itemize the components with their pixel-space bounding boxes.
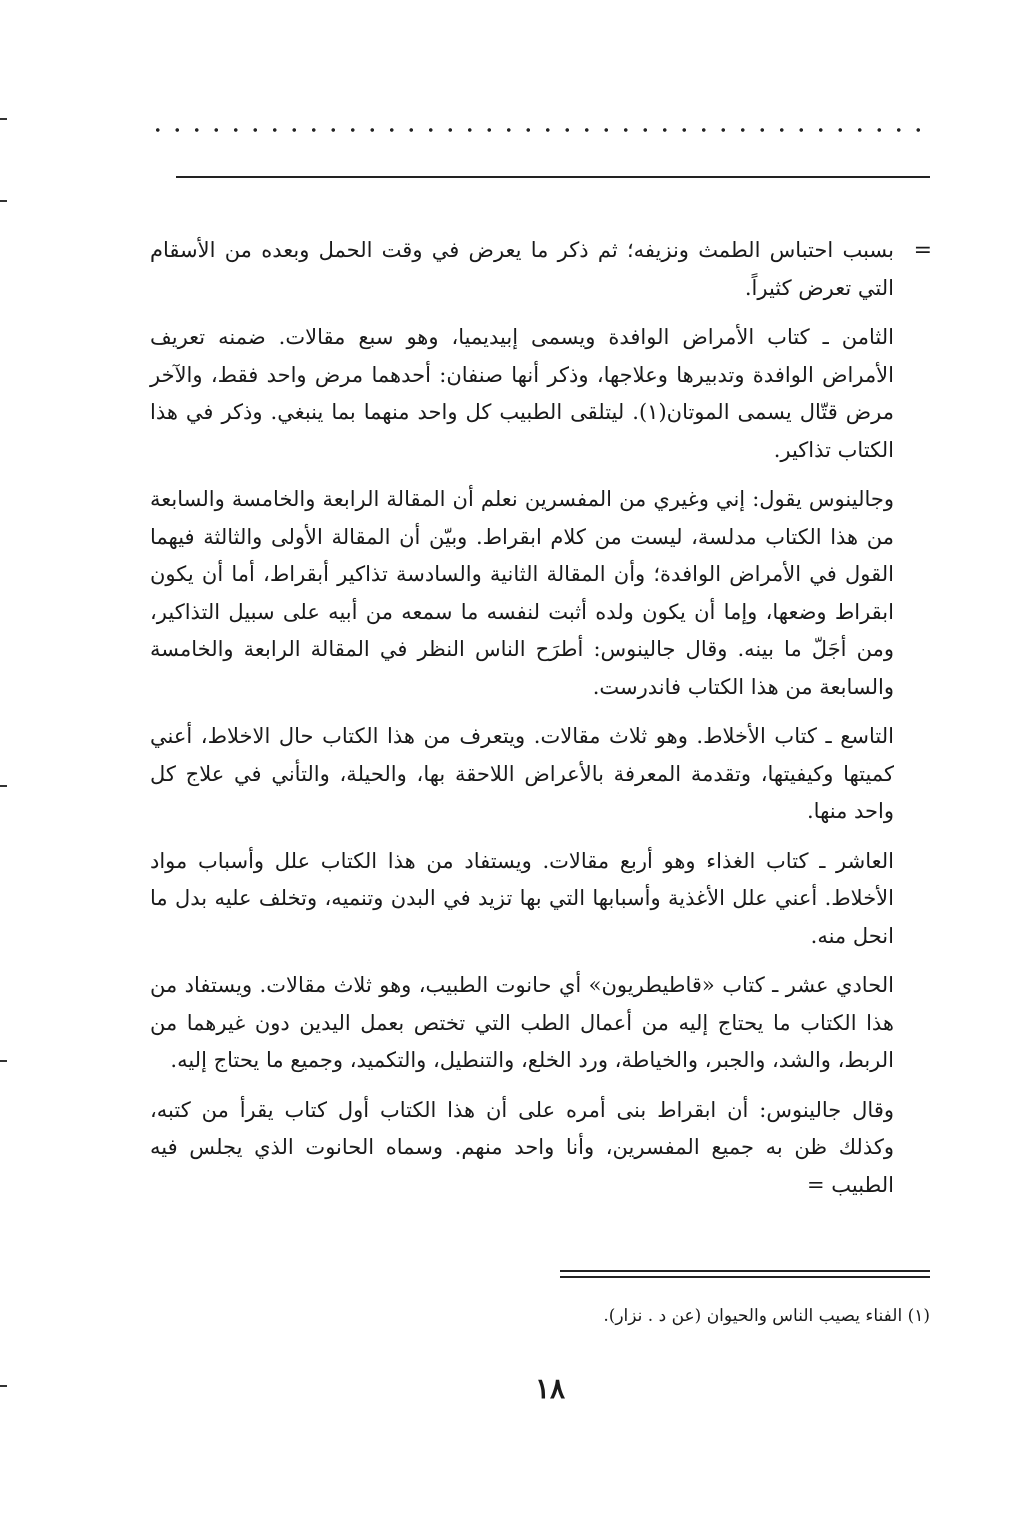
continuation-mark: = — [913, 238, 932, 263]
scan-edge-mark — [0, 785, 7, 787]
paragraph: وجالينوس يقول: إني وغيري من المفسرين نعلم أن المقالة الرابعة والخامسة والسابعة من هذا الكتاب مدلسة، ليست من كلام ابقراط. وبيّن أن المقالة الأولى والثالثة فيهما القول في الأمراض الوافدة؛ وأن المقالة الثانية والسادسة تذاكير أبقراط، أما أن يكون ابقراط وضعها، وإما أن يكون ولده أثبت لنفسه ما سمعه من أبيه على سبيل التذاكير، ومن أجَلّ ما بينه. وقال جالينوس: أطرَح الناس النظر في المقالة الرابعة والخامسة والسابعة من هذا الكتاب فاندرست. — [150, 487, 894, 699]
footnote-rule — [560, 1270, 930, 1272]
paragraph: العاشر ـ كتاب الغذاء وهو أربع مقالات. ويستفاد من هذا الكتاب علل وأسباب مواد الأخلاط. أعني علل الأغذية وأسبابها التي بها تزيد في البدن وتنميه، وتخلف عليه بدل ما انحل منه. — [150, 848, 894, 948]
main-text — [150, 232, 932, 1216]
dotted-separator — [148, 127, 928, 133]
footnote-rule — [560, 1276, 930, 1278]
footnote: (١) الفناء يصيب الناس والحيوان (عن د . نزار). — [603, 1306, 930, 1326]
paragraph: وقال جالينوس: أن ابقراط بنى أمره على أن هذا الكتاب أول كتاب يقرأ من كتبه، وكذلك ظن به جميع المفسرين، وأنا واحد منهم. وسماه الحانوت الذي يجلس فيه الطبيب = — [150, 1097, 894, 1197]
paragraph: التاسع ـ كتاب الأخلاط. وهو ثلاث مقالات. ويتعرف من هذا الكتاب حال الاخلاط، أعني كميتها وكيفيتها، وتقدمة المعرفة بالأعراض اللاحقة بها، والحيلة، والتأني في علاج كل واحد منها. — [150, 724, 894, 823]
scan-edge-mark — [0, 118, 7, 120]
scan-edge-mark — [0, 200, 7, 202]
paragraph-text: بسبب احتباس الطمث ونزيفه؛ ثم ذكر ما يعرض في وقت الحمل وبعده من الأسقام التي تعرض كثيراً. — [150, 238, 894, 300]
scan-edge-mark — [0, 1060, 7, 1062]
paragraph: الحادي عشر ـ كتاب «قاطيطريون» أي حانوت الطبيب، وهو ثلاث مقالات. ويستفاد من هذا الكتاب ما يحتاج إليه من أعمال الطب التي تختص بعمل اليدين دون غيرهما من الربط، والشد، والجبر، والخياطة، ورد الخلع، والتنطيل، والتكميد، وجميع ما يحتاج إليه. — [150, 973, 894, 1072]
page-number: ١٨ — [534, 1372, 566, 1405]
paragraph: الثامن ـ كتاب الأمراض الوافدة ويسمى إبيديميا، وهو سبع مقالات. ضمنه تعريف الأمراض الوافدة وتدبيرها وعلاجها، وذكر أنها صنفان: أحدهما مرض واحد فقط، والآخر مرض قتّال يسمى الموتان(١). ليتلقى الطبيب كل واحد منهما بما ينبغي. وذكر في هذا الكتاب تذاكير. — [150, 325, 894, 462]
paragraph — [150, 232, 932, 307]
header-rule — [176, 176, 930, 178]
